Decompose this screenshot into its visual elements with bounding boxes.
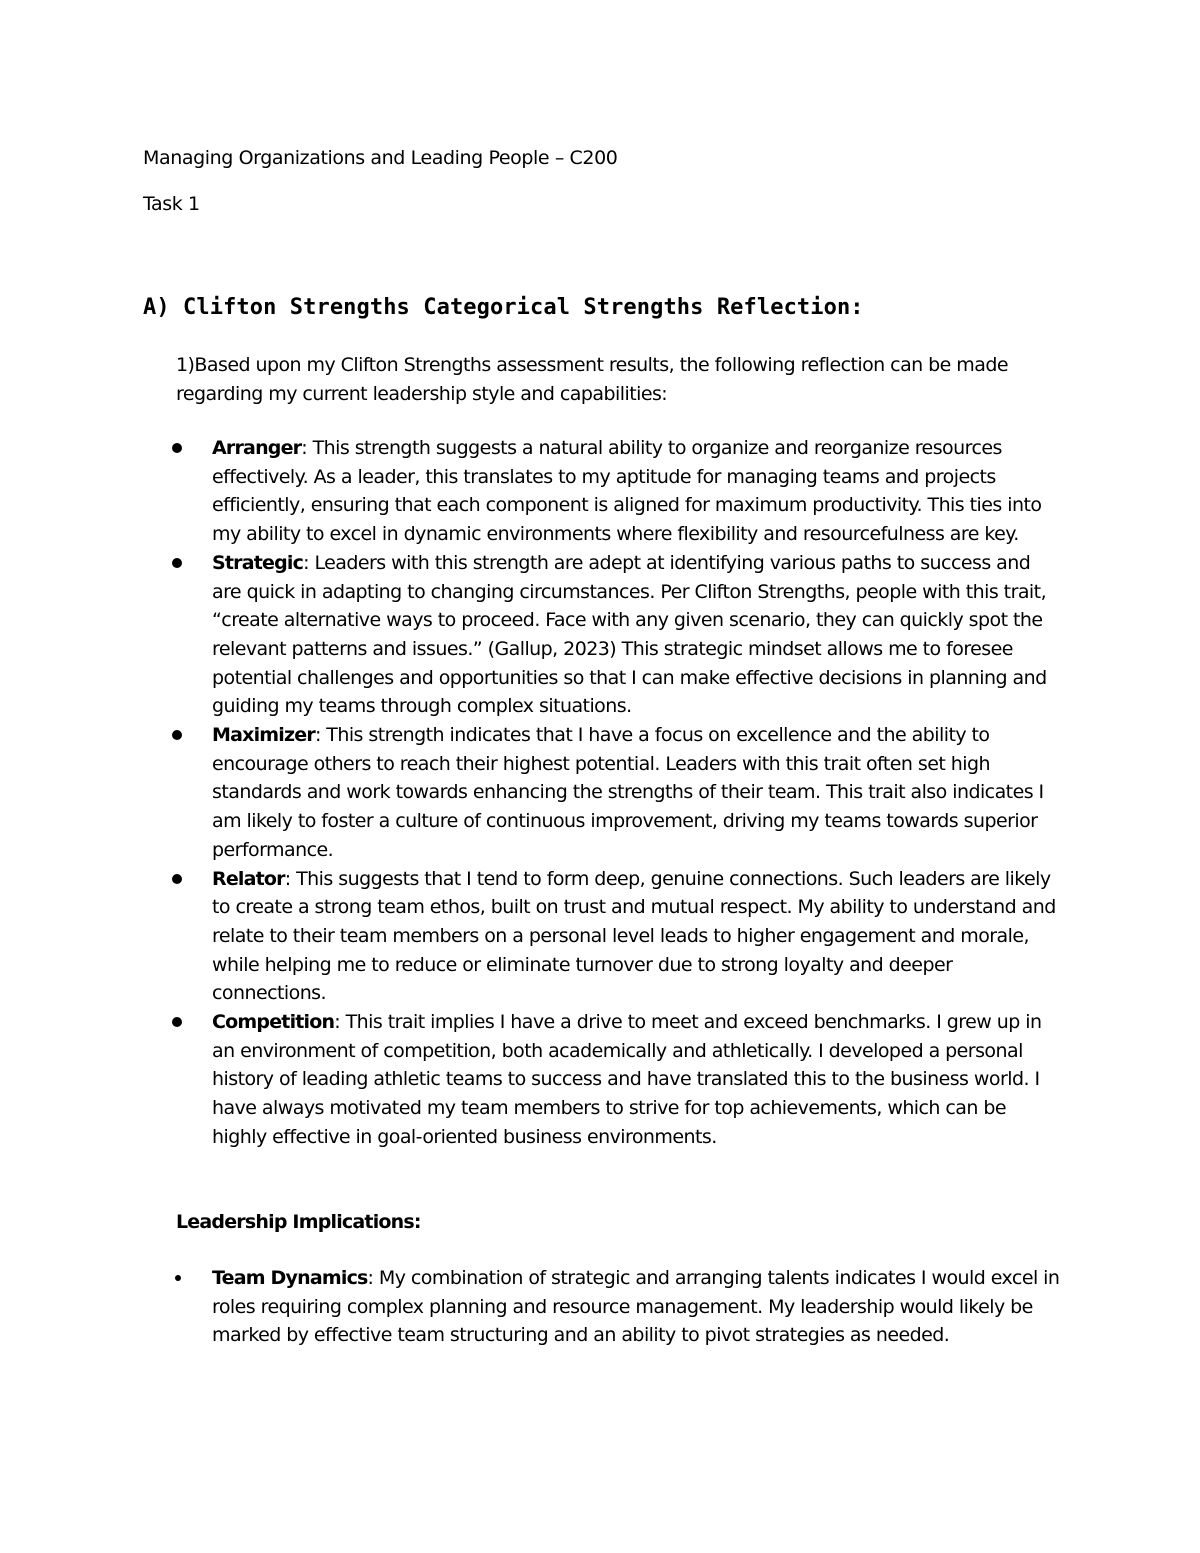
list-item-maximizer xyxy=(0,721,1062,865)
strength-description: : This suggests that I tend to form deep, genuine connections. Such leaders are likely to create a strong team ethos, built on trust and mutual respect. My ability to understand and relate to their team members on a personal level leads to higher engagement and morale, while helping me to reduce or eliminate turnover due to strong loyalty and deeper connections. xyxy=(212,867,1056,1005)
bullet-dot-icon xyxy=(172,443,182,453)
implications-list xyxy=(0,1264,1200,1350)
list-item-relator xyxy=(0,865,1062,1009)
implication-description: : My combination of strategic and arranging talents indicates I would excel in roles requiring complex planning and resource management. My leadership would likely be marked by effective team structuring and an ability to pivot strategies as needed. xyxy=(212,1267,1060,1347)
strength-term: Arranger xyxy=(212,437,302,459)
list-item-competition xyxy=(0,1008,1062,1152)
list-item-arranger xyxy=(0,434,1062,549)
bullet-dot-icon xyxy=(172,874,182,884)
implication-term: Team Dynamics xyxy=(212,1267,368,1289)
bullet-dot-icon xyxy=(175,1275,181,1281)
strengths-list xyxy=(0,434,1200,1152)
leadership-implications-heading: Leadership Implications: xyxy=(176,1211,421,1233)
task-label: Task 1 xyxy=(143,193,200,215)
list-item-strategic xyxy=(0,549,1062,721)
section-a-intro: 1)Based upon my Clifton Strengths assessment results, the following reflection can be made regarding my current leadership style and capabilities: xyxy=(176,354,1008,405)
strength-term: Maximizer xyxy=(212,724,315,747)
strength-term: Strategic xyxy=(212,551,304,574)
bullet-dot-icon xyxy=(172,730,182,740)
section-a-heading: A) Clifton Strengths Categorical Strengths Reflection: xyxy=(143,295,864,320)
strength-description: : This strength suggests a natural ability to organize and reorganize resources effectively. As a leader, this translates to my aptitude for managing teams and projects efficiently, ensuring that each component is aligned for maximum productivity. This ties into my ability to excel in dynamic environments where flexibility and resourcefulness are key. xyxy=(212,437,1042,546)
strength-description: : This strength indicates that I have a focus on excellence and the ability to encourage others to reach their highest potential. Leaders with this trait often set high standards and work towards enhancing the strengths of their team. This trait also indicates I am likely to foster a culture of continuous improvement, driving my teams towards superior performance. xyxy=(212,724,1044,861)
bullet-dot-icon xyxy=(172,558,182,568)
strength-term: Relator xyxy=(212,867,285,890)
strength-description: : This trait implies I have a drive to meet and exceed benchmarks. I grew up in an environment of competition, both academically and athletically. I developed a personal history of leading athletic teams to success and have translated this to the business world. I have always motivated my team members to strive for top achievements, which can be highly effective in goal-oriented business environments. xyxy=(212,1011,1042,1148)
strength-term: Competition xyxy=(212,1011,335,1034)
list-item-team-dynamics xyxy=(0,1264,1062,1350)
course-title: Managing Organizations and Leading People – C200 xyxy=(143,147,618,169)
strength-description: : Leaders with this strength are adept at identifying various paths to success and are quick in adapting to changing circumstances. Per Clifton Strengths, people with this trait, “create alternative ways to proceed. Face with any given scenario, they can quickly spot the relevant patterns and issues.” (Gallup, 2023) This strategic mindset allows me to foresee potential challenges and opportunities so that I can make effective decisions in planning and guiding my teams through complex situations. xyxy=(212,551,1047,718)
bullet-dot-icon xyxy=(172,1017,182,1027)
